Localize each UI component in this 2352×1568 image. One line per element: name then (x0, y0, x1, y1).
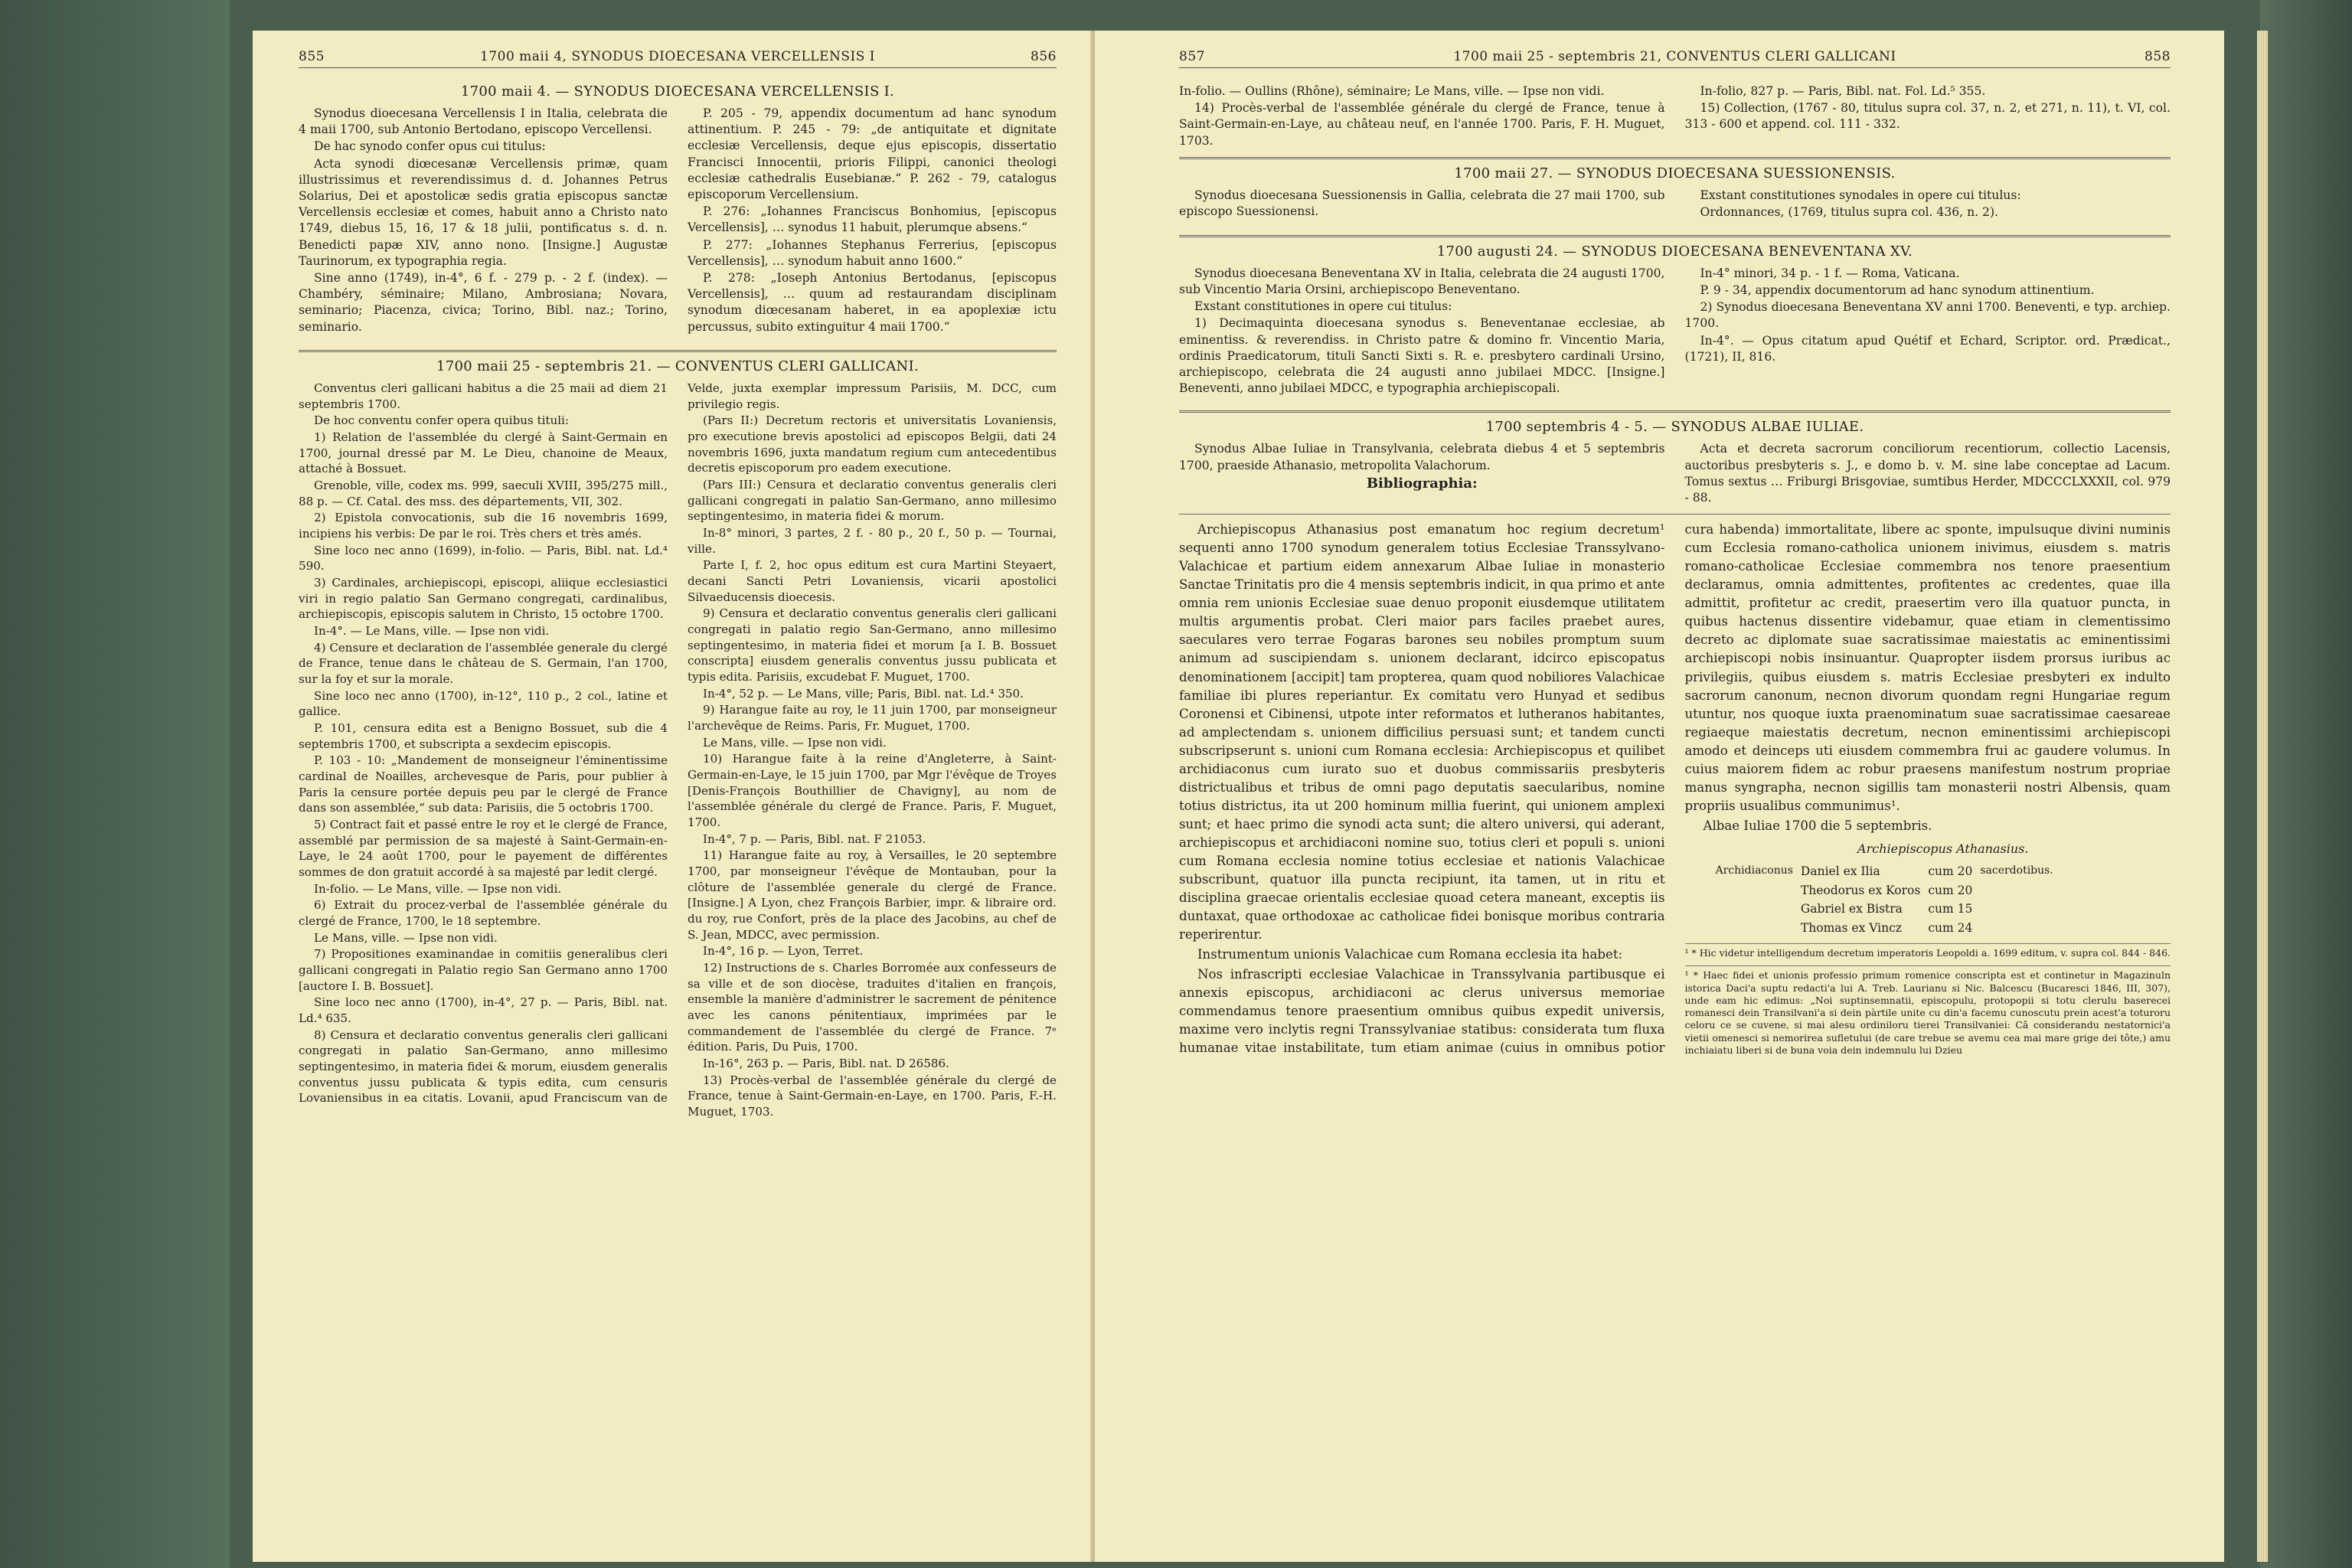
paragraph: Instrumentum unionis Valachicae cum Romana ecclesia ita habet: (1197, 947, 1623, 962)
text-columns (1179, 441, 2171, 506)
section-divider (1179, 157, 2171, 159)
paragraph: De hoc conventu confer opera quibus tituli: (314, 413, 569, 428)
paragraph: In-folio. — Oullins (Rhône), séminaire; Le Mans, ville. — Ipse non vidi. (1179, 84, 1605, 98)
paragraph: (Pars III:) Censura et declaratio conventus generalis cleri gallicani congregati in palatio San-Germano, anno millesimo septingentesimo, in materia fidei & morum. (688, 477, 1057, 524)
signatures-block (1716, 840, 2171, 937)
section-synodus-vercellensis (299, 83, 1057, 336)
paragraph: 1) Relation de l'assemblée du clergé à Saint-Germain en 1700, journal dressé par M. Le Dieu, chanoine de Meaux, attaché à Bossuet. (299, 430, 668, 476)
paragraph: 4) Censure et declaration de l'assemblée generale du clergé de France, tenue dans le château de S. Germain, l'an 1700, sur la foy et sur la morale. (299, 640, 668, 686)
paragraph: Synodus dioecesana Beneventana XV in Italia, celebrata die 24 augusti 1700, sub Vincentio Maria Orsini, archiepiscopo Beneventano. (1179, 266, 1665, 296)
running-head-left (299, 49, 1057, 68)
section-synodus-suessionensis (1179, 165, 2171, 221)
paragraph: P. 205 - 79, appendix documentum ad hanc synodum attinentium. P. 245 - 79: „de antiquitate et dignitate ecclesiæ Vercellensis, deque ejus episcopis, dissertatio Francisci Innocentii, prioris Filippi, canonici theologi ecclesiæ cathedralis Eusebianæ.“ P. 262 - 79, catalogus episcoporum Vercellensium. (688, 106, 1057, 202)
paragraph: P. 103 - 10: „Mandement de monseigneur l'éminentissime cardinal de Noailles, archevesque de Paris, pour publier à Paris la censure portée depuis peu par le clergé de France dans son assemblée,“ sub data: Parisiis, die 5 octobris 1700. (299, 753, 668, 815)
section-title: 1700 septembris 4 - 5. — SYNODUS ALBAE IULIAE. (1485, 419, 1864, 436)
paragraph: In-8° minori, 3 partes, 2 f. - 80 p., 20 f., 50 p. — Tournai, ville. (688, 525, 1057, 556)
paragraph: 15) Collection, (1767 - 80, titulus supra col. 37, n. 2, et 271, n. 11), t. VI, col. 313 - 600 et append. col. 111 - 332. (1684, 101, 2171, 132)
role-label: Archidiaconus (1715, 864, 1793, 877)
paragraph: 14) Procès-verbal de l'assemblée générale du clergé de France, tenue à Saint-Germain-en-Laye, au château neuf, en l'année 1700. Paris, F. H. Muguet, 1703. (1179, 101, 1665, 148)
footnote: ¹ * Hic videtur intelligendum decretum imperatoris Leopoldi a. 1699 editum, v. supra col. 844 - 846. (1685, 943, 2171, 959)
signatory-name: Thomas ex Vincz (1800, 920, 1902, 935)
paragraph: 6) Extrait du procez-verbal de l'assemblée générale du clergé de France, 1700, le 18 septembre. (299, 898, 668, 929)
page-number: 856 (1031, 49, 1057, 64)
signatures-note: sacerdotibus. (1980, 864, 2053, 877)
section-title: 1700 maii 25 - septembris 21. — CONVENTUS CLERI GALLICANI. (436, 358, 920, 374)
paragraph: Sine loco nec anno (1700), in-4°, 27 p. — Paris, Bibl. nat. Ld.⁴ 635. (299, 995, 668, 1026)
paragraph: Sine anno (1749), in-4°, 6 f. - 279 p. - 2 f. (index). — Chambéry, séminaire; Milano, Ambrosiana; Novara, seminario; Piacenza, civica; Torino, Bibl. naz.; Torino, seminario. (299, 271, 668, 334)
paragraph: 10) Harangue faite à la reine d'Angleterre, à Saint-Germain-en-Laye, le 15 juin 1700, par Mgr l'évêque de Troyes [Denis-François Bouthillier de Chavigny], au nom de l'assemblée générale du clergé de France. Paris, F. Muguet, 1700. (688, 752, 1057, 829)
paragraph: P. 278: „Ioseph Antonius Bertodanus, [episcopus Vercellensis], … quum ad restaurandam disciplinam synodum diœcesanam haberet, in ea apoplexiæ ictu percussus, subito extinguitur 4 maii 1700.“ (688, 271, 1057, 334)
section-divider (299, 350, 1057, 352)
page-number: 858 (2145, 49, 2171, 64)
bibliography-heading: Bibliographia: (1366, 475, 1478, 492)
signatory-count: cum 24 (1928, 920, 1973, 935)
paragraph: 7) Propositiones examinandae in comitiis generalibus cleri gallicani congregati in Palatio regio San Germano anno 1700 [auctore I. B. Bossuet]. (299, 947, 668, 993)
paragraph: In-16°, 263 p. — Paris, Bibl. nat. D 26586. (703, 1057, 949, 1071)
paragraph: Exstant constitutiones in opere cui titulus: (1194, 299, 1452, 314)
paragraph: Nos infrascripti ecclesiae Valachicae in Transsylvania partibusque ei annexis episcopus, archidiaconi ac clerus universus memoriae commendamus tenore praesentium omnibus quibus expedit universis, maxime vero inclytis regni Transsylvaniae statibus: considerata tum fluxa humanae vitae instabilitate, tum etiam animae (cuius in omnibus potior cura habenda) immortalitate, libere ac sponte, impulsuque divini numinis cum Ecclesia romano-catholica unionem inivimus, eiusdem s. matris romano-catholicae Ecclesiae commembra nos tenore praesentium declaramus, omnia admittentes, profitentes ac credentes, quae illa admittit, profitetur ac credit, praesertim vero illa quatuor puncta, in quibus hactenus dissentire videbamur, quae etiam in clementissimo decreto ac diplomate suae sacratissimae maiestatis ac eminentissimi archiepiscopi nobis insinuantur. Quapropter iisdem prorsus iuribus ac privilegiis, quibus eiusdem s. matris Ecclesiae presbyteri ex indulto sacrorum canonum, necnon divorum quondam regni Hungariae regum utuntur, nos quoque iuxta praenominatum suae sacratissimae caesareae regiaeque maiestatis decretum, necnon eminentissimi archiepiscopi amodo et deinceps uti eiusdem commembra frui ac gaudere volumus. In cuius maiorem fidem ac robur praesens manifestum nostrum propriae manus syngrapha, necnon sigillis tam monasterii nostri Albensis, quam propriis usualibus communimus¹. (1179, 522, 2171, 1056)
paragraph: Sine loco nec anno (1700), in-12°, 110 p., 2 col., latine et gallice. (299, 688, 668, 719)
paragraph: Conventus cleri gallicani habitus a die 25 maii ad diem 21 septembris 1700. (299, 381, 668, 411)
paragraph: Acta et decreta sacrorum conciliorum recentiorum, collectio Lacensis, auctoribus presbyteris s. J., e domo b. v. M. sine labe conceptae ad Lacum. Tomus sextus … Friburgi Brisgoviae, sumtibus Herder, MDCCCLXXXII, col. 979 - 88. (1684, 442, 2171, 505)
paragraph: In-4°. — Le Mans, ville. — Ipse non vidi. (314, 623, 550, 638)
section-conventus-cleri (299, 358, 1057, 1120)
signatory-name: Daniel ex Ilia (1800, 864, 1880, 879)
paragraph: Synodus dioecesana Suessionensis in Gallia, celebrata die 27 maii 1700, sub episcopo Suessionensi. (1179, 188, 1665, 219)
paragraph: Le Mans, ville. — Ipse non vidi. (703, 735, 887, 750)
text-columns (299, 106, 1057, 336)
section-title: 1700 maii 27. — SYNODUS DIOECESANA SUESSIONENSIS. (1454, 165, 1896, 181)
signatory-name: Theodorus ex Koros (1800, 883, 1921, 897)
page-number: 857 (1179, 49, 1205, 64)
background-left (0, 0, 230, 1568)
paragraph: Parte I, f. 2, hoc opus editum est cura Martini Steyaert, decani Sancti Petri Lovaniensis, vicarii apostolici Silvaeducensis dioecesis. (688, 558, 1057, 604)
paragraph: In-4°, 16 p. — Lyon, Terret. (703, 944, 864, 959)
paragraph: De hac synodo confer opus cui titulus: (314, 139, 546, 154)
paragraph: Archiepiscopus Athanasius post emanatum hoc regium decretum¹ sequenti anno 1700 synodum generalem totius Ecclesiae Transsylvano-Valachicae et partium eidem annexarum Albae Iuliae in monasterio Sanctae Trinitatis pro die 4 mensis septembris indicit, in qua primo et ante omnia rem unionis Ecclesiae suae denuo proponit eiusdemque utilitatem multis argumentis probat. Cleri maior pars faciles praebet aures, saeculares vero terrae Fogaras barones seu nobiles promptum suum animum ad suscipiendam s. unionem declarant, idcirco episcopatus denominationem [accipit] tam propterea, quam quod nobiliores Valachicae familiae ibi plures reperiantur. Ex comitatu vero Hunyad et sedibus Coronensi et Cibinensi, utpote inter reformatos et lutheranos habitantes, ad amplectendam s. unionem difficilius persuasi sunt; et tandem cuncti subscripserunt s. unioni cum Romana ecclesia: Archiepiscopus et quilibet archidiaconus cum iurato suo et duobus commissariis presbyteris districtualibus et tribus de omni pago deputatis saecularibus, nomine totius districtus, ita ut 200 hominum millia fuerint, qui unionem amplexi sunt; et haec primo die synodi acta sunt; die altero universi, qui aderant, archiepiscopus et archidiaconi nomine suo, totius cleri et populi s. unioni cum Romana ecclesia nomine totius ecclesiae et nationis Valachicae subscribunt, quatuor illa puncta recipiunt, ita tamen, ut in ritu et disciplina graecae orientalis ecclesiae quoad cetera maneant, exceptis iis duntaxat, quae orthodoxae ac catholicae fidei bonisque moribus contraria reperirentur. (1179, 522, 1665, 942)
paragraph: P. 276: „Iohannes Franciscus Bonhomius, [episcopus Vercellensis], … synodus 11 habuit, plerumque absens.“ (688, 204, 1057, 235)
running-title: 1700 maii 25 - septembris 21, CONVENTUS CLERI GALLICANI (1453, 49, 1896, 64)
paragraph: Le Mans, ville. — Ipse non vidi. (314, 930, 498, 945)
left-page (253, 31, 1091, 1562)
paragraph: 5) Contract fait et passé entre le roy et le clergé de France, assemblé par permission de sa majesté à Saint-Germain-en-Laye, le 24 août 1700, pour le payement de différentes sommes de don gratuit accordé à sa majesté par ledit clergé. (299, 817, 668, 879)
paragraph: (Pars II:) Decretum rectoris et universitatis Lovaniensis, pro executione brevis apostolici ad episcopos Belgii, dati 24 novembris 1696, juxta mandatum regium cum antecedentibus decretis episcoporum pro eadem executione. (688, 413, 1057, 475)
section-divider (1179, 235, 2171, 237)
paragraph: In-folio. — Le Mans, ville. — Ipse non vidi. (314, 881, 562, 896)
signatures-heading: Archiepiscopus Athanasius. (1857, 841, 2029, 856)
section-synodus-albae-iuliae (1179, 419, 2171, 1057)
paragraph: In-folio, 827 p. — Paris, Bibl. nat. Fol. Ld.⁵ 355. (1700, 84, 1986, 98)
signatures-table (1716, 862, 2061, 937)
section-divider (1179, 410, 2171, 413)
paragraph: Grenoble, ville, codex ms. 999, saeculi XVIII, 395/275 mill., 88 p. — Cf. Catal. des mss. des départements, VII, 302. (299, 478, 668, 508)
signatory-name: Gabriel ex Bistra (1800, 902, 1903, 916)
signatory-count: cum 20 (1928, 883, 1973, 897)
section-title: 1700 augusti 24. — SYNODUS DIOECESANA BENEVENTANA XV. (1436, 243, 1913, 260)
paragraph: 9) Harangue faite au roy, le 11 juin 1700, par monseigneur l'archevêque de Reims. Paris, Fr. Muguet, 1700. (688, 703, 1057, 733)
paragraph: 1) Decimaquinta dioecesana synodus s. Beneventanae ecclesiae, ab eminentiss. & reverendiss. in Christo patre & domino fr. Vincentio Maria, ordinis Praedicatorum, tituli Sancti Sixti s. R. e. presbytero cardinali Ursino, archiepiscopo, celebrata die 24 augusti anno jubilaei MDCC. [Insigne.] Beneventi, anno jubilaei MDCC, e typographia archiepiscopali. (1179, 316, 1665, 396)
paragraph: 3) Cardinales, archiepiscopi, episcopi, aliique ecclesiastici viri in regio palatio San Germano congregati, cardinalibus, archiepiscopis, episcopis salutem in Christo, 15 octobre 1700. (299, 575, 668, 622)
paragraph: 9) Censura et declaratio conventus generalis cleri gallicani congregati in palatio regio San-Germano, anno millesimo septingentesimo, in materia fidei et morum [a I. B. Bossuet conscripta] eiusdem generalis conventus jussu publicata et typis edita. Parisiis, excudebat F. Muguet, 1700. (688, 606, 1057, 684)
paragraph: Synodus dioecesana Vercellensis I in Italia, celebrata die 4 maii 1700, sub Antonio Bertodano, episcopo Vercellensi. (299, 106, 668, 137)
paragraph: 11) Harangue faite au roy, à Versailles, le 20 septembre 1700, par monseigneur l'évêque de Montauban, pour la clôture de l'assemblée generale du clergé de France. [Insigne.] A Lyon, chez François Barbier, impr. & libraire ord. du roy, rue Confort, près de la place des Jacobins, au chef de S. Jean, MDCC, avec permission. (688, 848, 1057, 942)
page-number: 855 (299, 49, 325, 64)
signatory-count: cum 20 (1928, 864, 1973, 879)
page-edge (2257, 31, 2268, 1562)
text-columns (1179, 188, 2171, 221)
paragraph: P. 9 - 34, appendix documentorum ad hanc synodum attinentium. (1700, 283, 2095, 297)
continuation-columns (1179, 83, 2171, 149)
background-right (2260, 0, 2352, 1568)
paragraph: 13) Procès-verbal de l'assemblée générale du clergé de France, tenue à Saint-Germain-en-Laye, en 1700. Paris, F.-H. Muguet, 1703. (688, 1073, 1057, 1119)
table-row (1716, 862, 2061, 880)
paragraph: P. 277: „Iohannes Stephanus Ferrerius, [episcopus Vercellensis], … synodum habuit anno 1600.“ (688, 237, 1057, 268)
paragraph: Exstant constitutiones synodales in opere cui titulus: (1700, 188, 2021, 202)
paragraph: Synodus Albae Iuliae in Transylvania, celebrata diebus 4 et 5 septembris 1700, praeside Athanasio, metropolita Valachorum. (1179, 442, 1665, 472)
paragraph: In-4°. — Opus citatum apud Quétif et Echard, Scriptor. ord. Prædicat., (1721), II, 816. (1684, 333, 2171, 364)
paragraph: Acta synodi diœcesanæ Vercellensis primæ, quam illustrissimus et reverendissimus d. d. Johannes Petrus Solarius, Dei et apostolicæ sedis gratia episcopus sanctæ Vercellensis ecclesiæ et comes, habuit anno a Christo nato 1749, diebus 15, 16, 17 & 18 julii, pontificatus s. d. n. Benedicti papæ XIV, anno nono. [Insigne.] Augustæ Taurinorum, ex typographia regia. (299, 156, 668, 268)
text-columns (299, 381, 1057, 1120)
paragraph: 2) Synodus dioecesana Beneventana XV anni 1700. Beneventi, e typ. archiep. 1700. (1684, 300, 2171, 331)
body-text-columns (1179, 521, 2171, 1057)
running-title: 1700 maii 4, SYNODUS DIOECESANA VERCELLENSIS I (480, 49, 875, 64)
paragraph: P. 101, censura edita est a Benigno Bossuet, sub die 4 septembris 1700, et subscripta a sexdecim episcopis. (299, 720, 668, 751)
signatory-count: cum 15 (1928, 902, 1973, 916)
paragraph: In-4°, 7 p. — Paris, Bibl. nat. F 21053. (703, 831, 926, 846)
section-synodus-beneventana (1179, 243, 2171, 397)
text-columns (1179, 266, 2171, 397)
paragraph: In-4°, 52 p. — Le Mans, ville; Paris, Bibl. nat. Ld.⁴ 350. (703, 686, 1024, 701)
paragraph: 2) Epistola convocationis, sub die 16 novembris 1699, incipiens his verbis: De par le roi. Très chers et très amés. (299, 511, 668, 541)
section-title: 1700 maii 4. — SYNODUS DIOECESANA VERCELLENSIS I. (460, 83, 895, 100)
paragraph: Ordonnances, (1769, titulus supra col. 436, n. 2). (1700, 205, 1999, 220)
paragraph: 12) Instructions de s. Charles Borromée aux confesseurs de sa ville et de son diocèse, traduites d'italien en françois, ensemble la manière d'administrer le sacrement de pénitence avec les canons pénitentiaux, imprimées par le commandement de l'assemblée du clergé de France. 7ᵉ édition. Paris, Du Puis, 1700. (688, 961, 1057, 1054)
paragraph: In-4° minori, 34 p. - 1 f. — Roma, Vaticana. (1700, 266, 1960, 280)
footnote: ¹ * Haec fidei et unionis professio primum romenice conscripta est et continetur in Magazinuln istorica Daci'a suptu redacti'a lui A. Treb. Laurianu si Nic. Balcescu (Bucaresci 1846, III, 307), unde eam hic edimus: „Noi suptinsemnatii, episcopulu, protopopii si totu clerulu baserecei romanesci dein Transilvani'a si dein pàrtile unite cu din'a facemu cunoscutu prein acest'a toturoru celoru ce se cuvene, si mai alesu ordiniloru tierei Transilvaniei: Câ considerandu nestatornici'a vietii omenesci si nemorirea sufletului (de care trebue se avemu cea mai mare grige dei tôte,) amu inchiaiatu liberi si de buna voia dein indemnulu lui Dzieu (1685, 965, 2171, 1057)
paragraph: Sine loco nec anno (1699), in-folio. — Paris, Bibl. nat. Ld.⁴ 590. (299, 543, 668, 573)
paragraph: 8) Censura et declaratio conventus generalis cleri gallicani congregati in palatio San-Germano, anno millesimo septingentesimo, in materia fidei & morum, eiusdem generalis conventus jussu publicata & typis edita, cum censuris Lovaniensibus in ea citatis. Lovanii, apud Franciscum van de Velde, juxta exemplar impressum Parisiis, M. DCC, cum privilegio regis. (299, 381, 1057, 1106)
running-head-right (1179, 49, 2171, 68)
right-page (1095, 31, 2224, 1562)
paragraph: Albae Iuliae 1700 die 5 septembris. (1703, 818, 1932, 833)
